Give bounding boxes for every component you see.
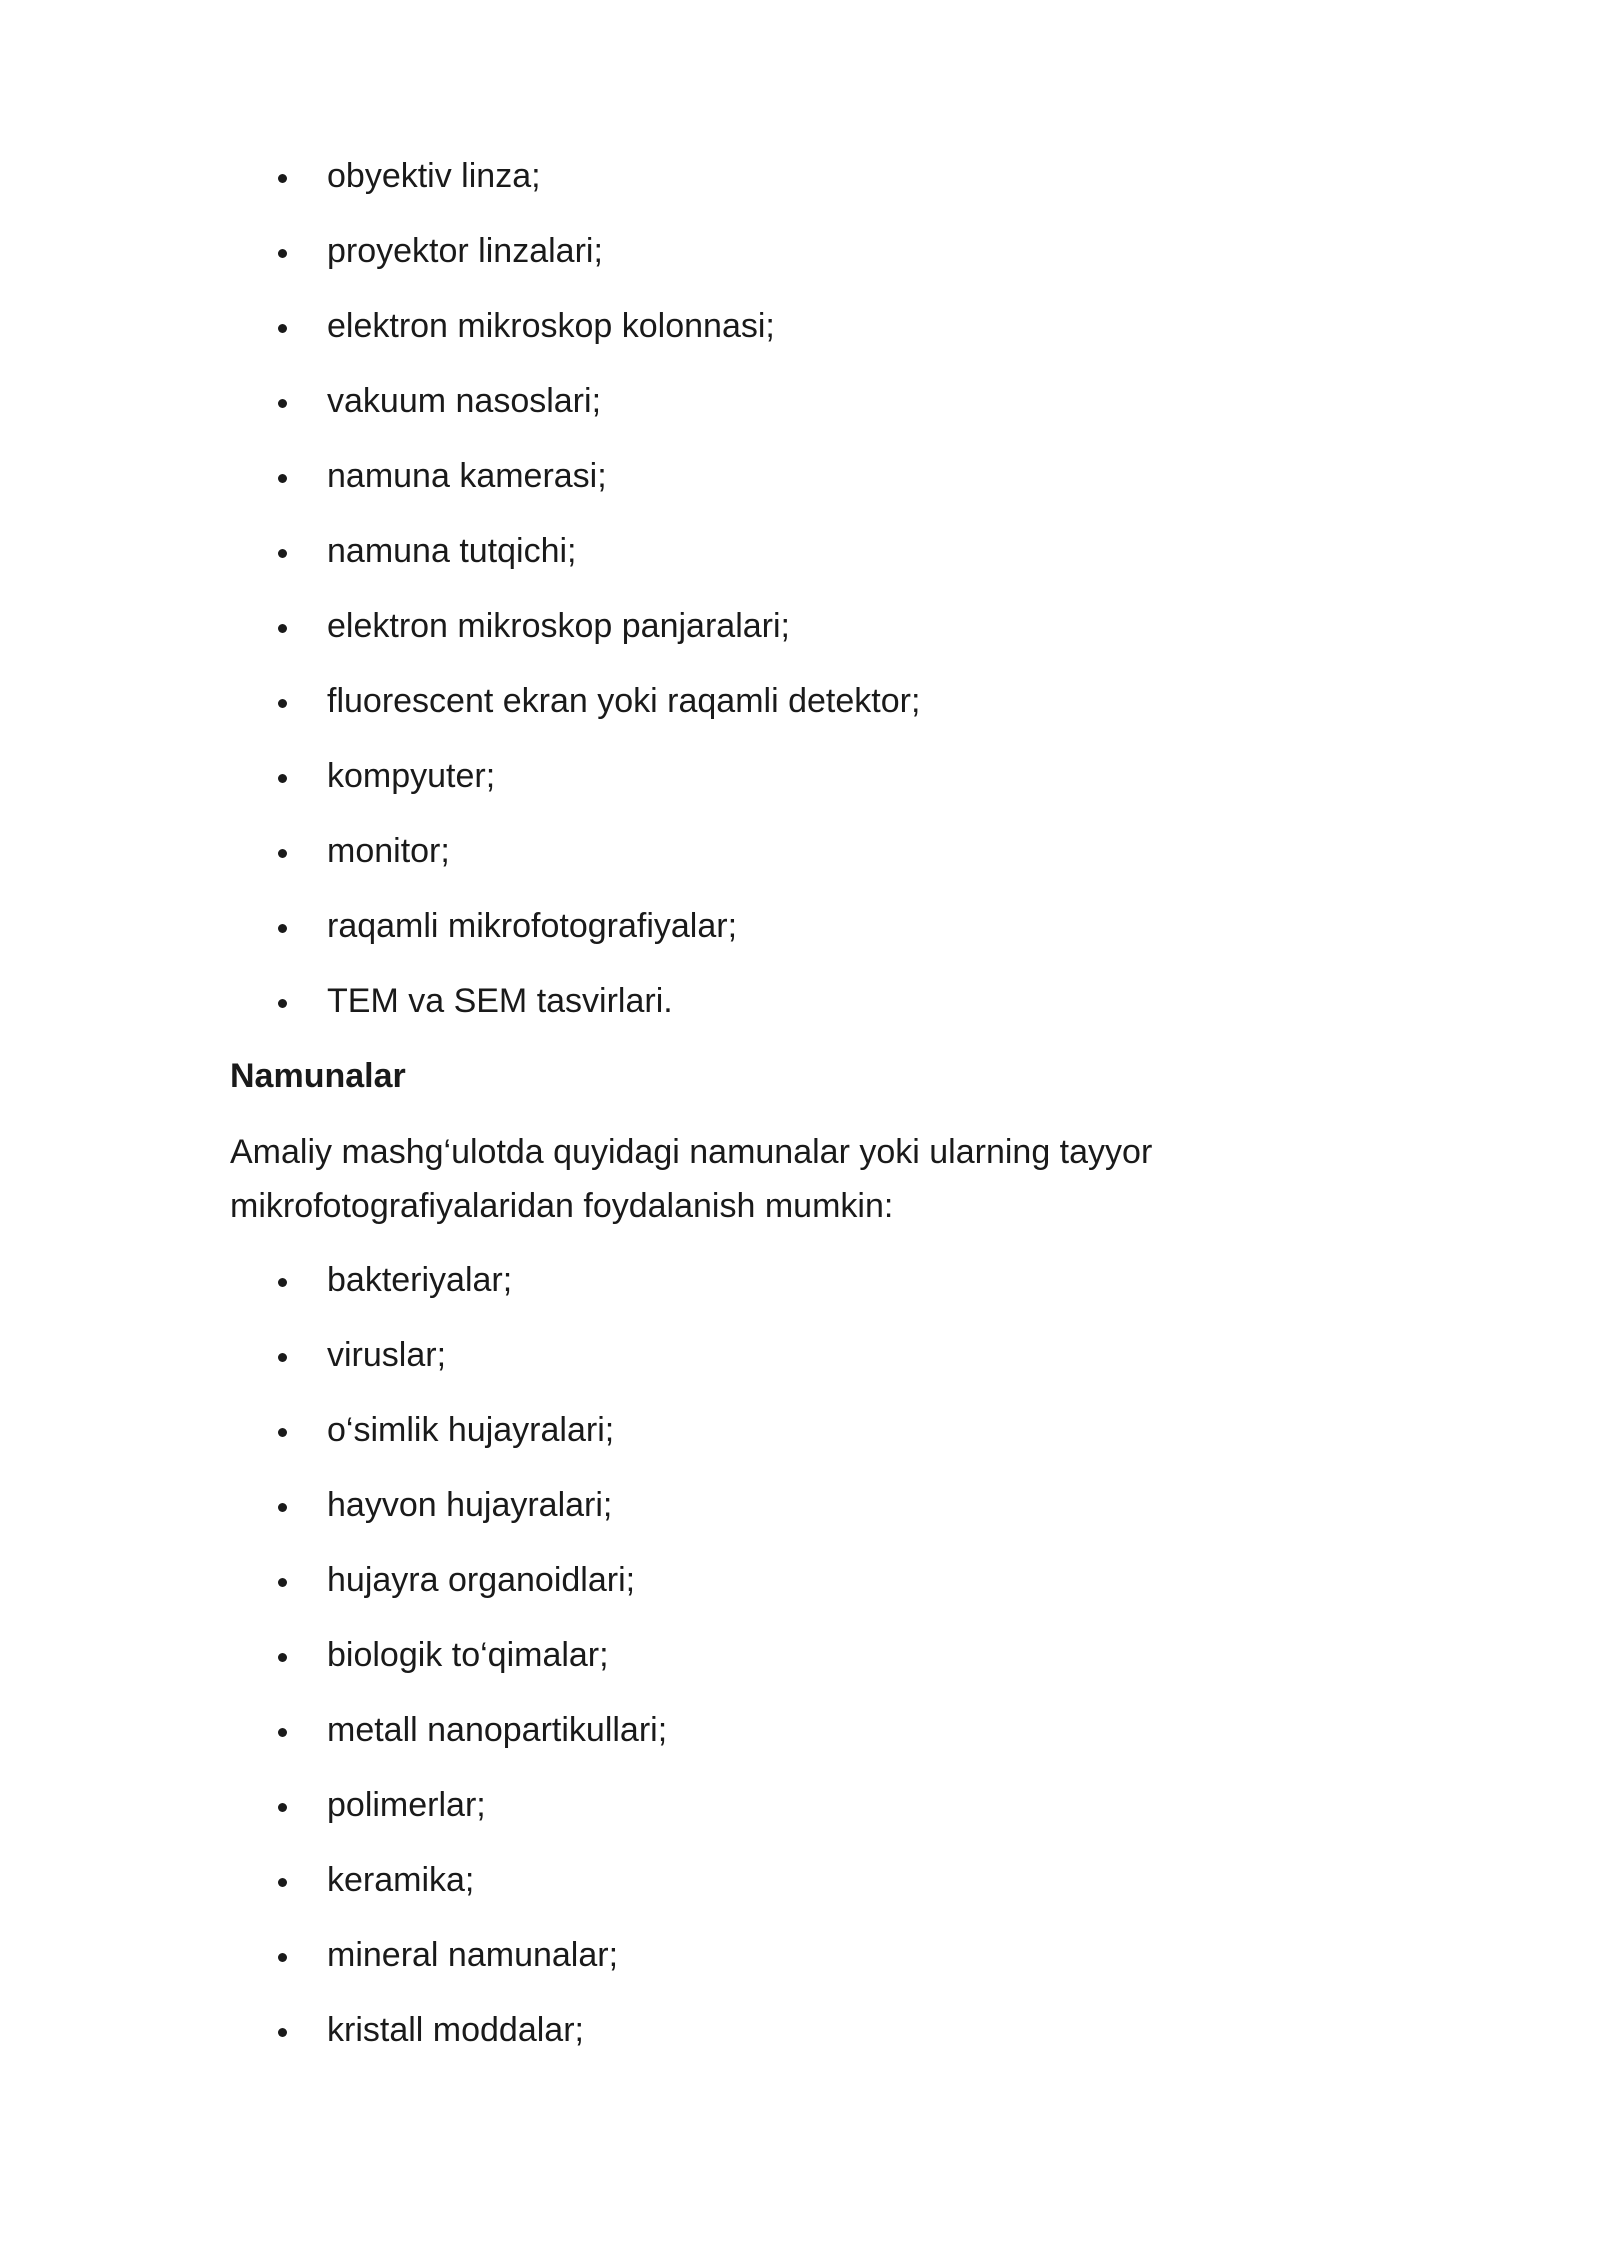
bullet-icon	[278, 1878, 287, 1887]
bullet-icon	[278, 1578, 287, 1587]
bullet-icon	[278, 2028, 287, 2037]
list-item: kristall moddalar;	[230, 2004, 1380, 2079]
bullet-icon	[278, 549, 287, 558]
bullet-icon	[278, 174, 287, 183]
list-item: elektron mikroskop kolonnasi;	[230, 300, 1380, 375]
bullet-icon	[278, 1428, 287, 1437]
bullet-icon	[278, 699, 287, 708]
list-item: TEM va SEM tasvirlari.	[230, 975, 1380, 1050]
list-item: keramika;	[230, 1854, 1380, 1929]
list-item: namuna kamerasi;	[230, 450, 1380, 525]
bullet-icon	[278, 849, 287, 858]
list-item: elektron mikroskop panjaralari;	[230, 600, 1380, 675]
bullet-icon	[278, 474, 287, 483]
bullet-icon	[278, 624, 287, 633]
samples-list	[230, 1254, 1380, 2079]
list-item: vakuum nasoslari;	[230, 375, 1380, 450]
list-item: namuna tutqichi;	[230, 525, 1380, 600]
bullet-icon	[278, 1803, 287, 1812]
list-item: fluorescent ekran yoki raqamli detektor;	[230, 675, 1380, 750]
bullet-icon	[278, 399, 287, 408]
list-item: obyektiv linza;	[230, 150, 1380, 225]
bullet-icon	[278, 1503, 287, 1512]
document-content	[230, 150, 1380, 2079]
list-item: raqamli mikrofotografiyalar;	[230, 900, 1380, 975]
list-item: mineral namunalar;	[230, 1929, 1380, 2004]
bullet-icon	[278, 1353, 287, 1362]
list-item: polimerlar;	[230, 1779, 1380, 1854]
section-paragraph: Amaliy mashg‘ulotda quyidagi namunalar yoki ularning tayyor mikrofotografiyalaridan foydalanish mumkin:	[230, 1133, 1153, 1225]
list-item: kompyuter;	[230, 750, 1380, 825]
list-item: metall nanopartikullari;	[230, 1704, 1380, 1779]
bullet-icon	[278, 924, 287, 933]
bullet-icon	[278, 249, 287, 258]
list-item: proyektor linzalari;	[230, 225, 1380, 300]
list-item: o‘simlik hujayralari;	[230, 1404, 1380, 1479]
bullet-icon	[278, 1728, 287, 1737]
list-item: hayvon hujayralari;	[230, 1479, 1380, 1554]
section-heading: Namunalar	[230, 1057, 406, 1095]
list-item: bakteriyalar;	[230, 1254, 1380, 1329]
bullet-icon	[278, 774, 287, 783]
bullet-icon	[278, 324, 287, 333]
bullet-icon	[278, 999, 287, 1008]
list-item: monitor;	[230, 825, 1380, 900]
bullet-icon	[278, 1653, 287, 1662]
list-item: viruslar;	[230, 1329, 1380, 1404]
list-item: biologik to‘qimalar;	[230, 1629, 1380, 1704]
bullet-icon	[278, 1953, 287, 1962]
list-item: hujayra organoidlari;	[230, 1554, 1380, 1629]
equipment-list	[230, 150, 1380, 1050]
bullet-icon	[278, 1278, 287, 1287]
